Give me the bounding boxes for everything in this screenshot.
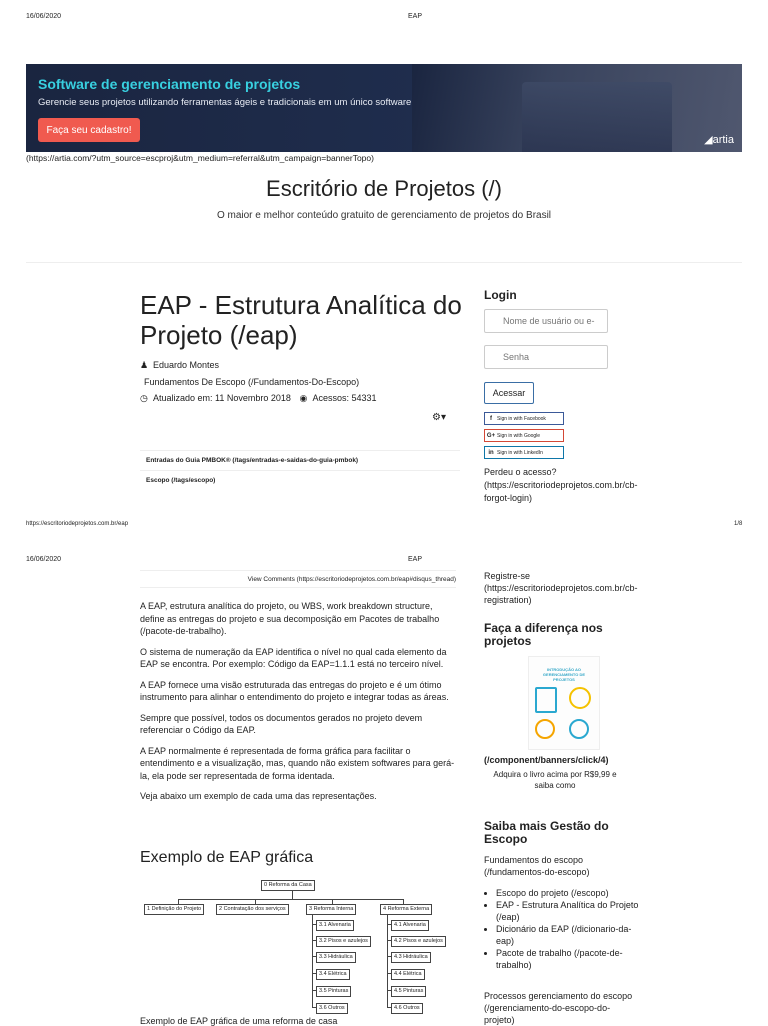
wbs-node: 3.5 Pinturas: [316, 986, 351, 997]
login-button[interactable]: Acessar: [484, 382, 534, 404]
paragraph: A EAP, estrutura analítica do projeto, ou WBS, work breakdown structure, define as entregas do projeto e sua decomposição em Pacotes de trabalho (/pacote-de-trabalho).: [140, 601, 440, 636]
options-gear-icon[interactable]: ⚙▾: [432, 412, 446, 423]
print-date: 16/06/2020: [26, 13, 62, 20]
wbs-diagram: [140, 876, 460, 1016]
wbs-node: 4.3 Hidráulica: [391, 952, 431, 963]
wbs-root: 0 Reforma da Casa: [261, 880, 315, 891]
google-login-button[interactable]: G+ Sign in with Google: [484, 429, 564, 442]
signup-button[interactable]: Faça seu cadastro!: [38, 118, 140, 142]
wbs-node: 4.6 Outros: [391, 1003, 423, 1014]
list-item[interactable]: • EAP - Estrutura Analítica do Projeto (/eap): [496, 899, 646, 923]
lightbulb-icon: [569, 687, 591, 709]
article-body: [140, 600, 458, 811]
user-icon: ♟: [140, 360, 149, 370]
wbs-node: 4.5 Pinturas: [391, 986, 426, 997]
wbs-node: 3.1 Alvenaria: [316, 920, 354, 931]
site-tagline: O maior e melhor conteúdo gratuito de gerenciamento de projetos do Brasil: [216, 210, 552, 221]
wbs-node: 3.2 Pisos e azulejos: [316, 936, 371, 947]
promo-text: Adquira o livro acima por R$9,99 e saiba como: [493, 770, 617, 790]
list-item[interactable]: • Pacote de trabalho (/pacote-de-trabalho): [496, 947, 646, 971]
username-input[interactable]: [484, 309, 608, 333]
print-title: EAP: [408, 556, 423, 563]
section-heading: Exemplo de EAP gráfica: [140, 849, 314, 866]
ad-banner[interactable]: [26, 64, 742, 152]
scope-processes-link[interactable]: Processos gerenciamento do escopo (/gerenciamento-do-escopo-do-projeto): [484, 991, 633, 1025]
site-title[interactable]: Escritório de Projetos (/): [266, 176, 502, 201]
linkedin-icon: in: [488, 449, 494, 456]
wbs-node: 4.2 Pisos e azulejos: [391, 936, 446, 947]
clock-icon: ◷: [140, 393, 148, 403]
article-title[interactable]: EAP - Estrutura Analítica do Projeto (/eap): [140, 290, 462, 350]
wbs-node: 1 Definição do Projeto: [144, 904, 204, 915]
password-input[interactable]: [484, 345, 608, 369]
wbs-node: 3.3 Hidráulica: [316, 952, 356, 963]
tag-list: [140, 450, 460, 490]
figure-caption: Exemplo de EAP gráfica de uma reforma de casa: [140, 1016, 338, 1026]
paragraph: O sistema de numeração da EAP identifica o nível no qual cada elemento da EAP se encontra. Por exemplo: Código da EAP=1.1.1 está no terceiro nível.: [140, 646, 447, 669]
scope-fundamentals-link[interactable]: Fundamentos do escopo (/fundamentos-do-escopo): [484, 855, 590, 877]
author-line: ♟ Eduardo Montes: [140, 360, 220, 370]
wbs-node: 4.4 Elétrica: [391, 969, 425, 980]
more-heading: Saiba mais Gestão do Escopo: [484, 819, 609, 846]
wbs-node: 3 Reforma Interna: [306, 904, 356, 915]
banner-subtitle: Gerencie seus projetos utilizando ferramentas ágeis e tradicionais em um único software: [38, 97, 412, 108]
print-footer-page: 1/8: [734, 521, 743, 527]
divider: [26, 262, 742, 263]
wbs-node: 4.1 Alvenaria: [391, 920, 429, 931]
dollar-icon: [535, 719, 555, 739]
login-heading: Login: [484, 288, 517, 302]
wbs-node: 4 Reforma Externa: [380, 904, 432, 915]
promo-link[interactable]: (/component/banners/click/4): [484, 755, 609, 765]
wbs-node: 3.6 Outros: [316, 1003, 348, 1014]
paragraph: A EAP fornece uma visão estruturada das entregas do projeto e é um ótimo instrumento para alinhar o entendimento do projeto e integrar todas as áreas.: [140, 679, 449, 702]
meta-line: ◷ Atualizado em: 11 Novembro 2018 ◉ Acessos: 54331: [140, 393, 377, 403]
print-footer-url: https://escritoriodeprojetos.com.br/eap: [26, 521, 129, 527]
tag-item[interactable]: Escopo (/tags/escopo): [140, 470, 460, 490]
laptop-image: [522, 82, 672, 152]
artia-logo-icon: ◢: [704, 134, 713, 146]
list-item[interactable]: • Escopo do projeto (/escopo): [496, 887, 646, 899]
paragraph: Sempre que possível, todos os documentos gerados no projeto devem referenciar o Código da EAP.: [140, 712, 423, 735]
paragraph: A EAP normalmente é representada de forma gráfica para facilitar o entendimento e a visualização, mas, quando não existem softwares para gerá-la, ela pode ser representada de forma identada.: [140, 745, 455, 781]
promo-heading: Faça a diferença nos projetos: [484, 621, 603, 648]
category-link[interactable]: Fundamentos De Escopo (/Fundamentos-Do-Escopo): [144, 377, 360, 387]
print-title: EAP: [408, 13, 423, 20]
wbs-node: 3.4 Elétrica: [316, 969, 350, 980]
register-link[interactable]: Registre-se (https://escritoriodeprojetos.com.br/cb-registration): [484, 571, 638, 605]
paragraph: Veja abaixo um exemplo de cada uma das representações.: [140, 791, 377, 801]
eye-icon: ◉: [299, 393, 308, 403]
book-title: INTRODUÇÃO AO GERENCIAMENTO DE PROJETOS: [542, 667, 586, 682]
banner-url[interactable]: (https://artia.com/?utm_source=escproj&utm_medium=referral&utm_campaign=bannerTopo): [26, 153, 374, 163]
list-item[interactable]: • Dicionário da EAP (/dicionario-da-eap): [496, 923, 646, 947]
book-cover-image[interactable]: [528, 656, 600, 750]
document-icon: [535, 687, 557, 713]
facebook-icon: f: [490, 415, 492, 422]
linkedin-login-button[interactable]: in Sign in with LinkedIn: [484, 446, 564, 459]
artia-logo: ◢artia: [704, 134, 734, 146]
check-icon: [569, 719, 589, 739]
google-icon: G+: [486, 432, 496, 439]
print-date: 16/06/2020: [26, 556, 62, 563]
banner-title: Software de gerenciamento de projetos: [38, 76, 301, 92]
view-comments-link[interactable]: View Comments (https://escritoriodeprojetos.com.br/eap#disqus_thread): [140, 570, 456, 588]
facebook-login-button[interactable]: f Sign in with Facebook: [484, 412, 564, 425]
wbs-node: 2 Contratação dos serviços: [216, 904, 289, 915]
more-list: [484, 887, 646, 971]
lost-access-link[interactable]: Perdeu o acesso? (https://escritoriodeprojetos.com.br/cb-forgot-login): [484, 467, 638, 503]
tag-item[interactable]: Entradas do Guia PMBOK® (/tags/entradas-e-saidas-do-guia-pmbok): [140, 450, 460, 470]
